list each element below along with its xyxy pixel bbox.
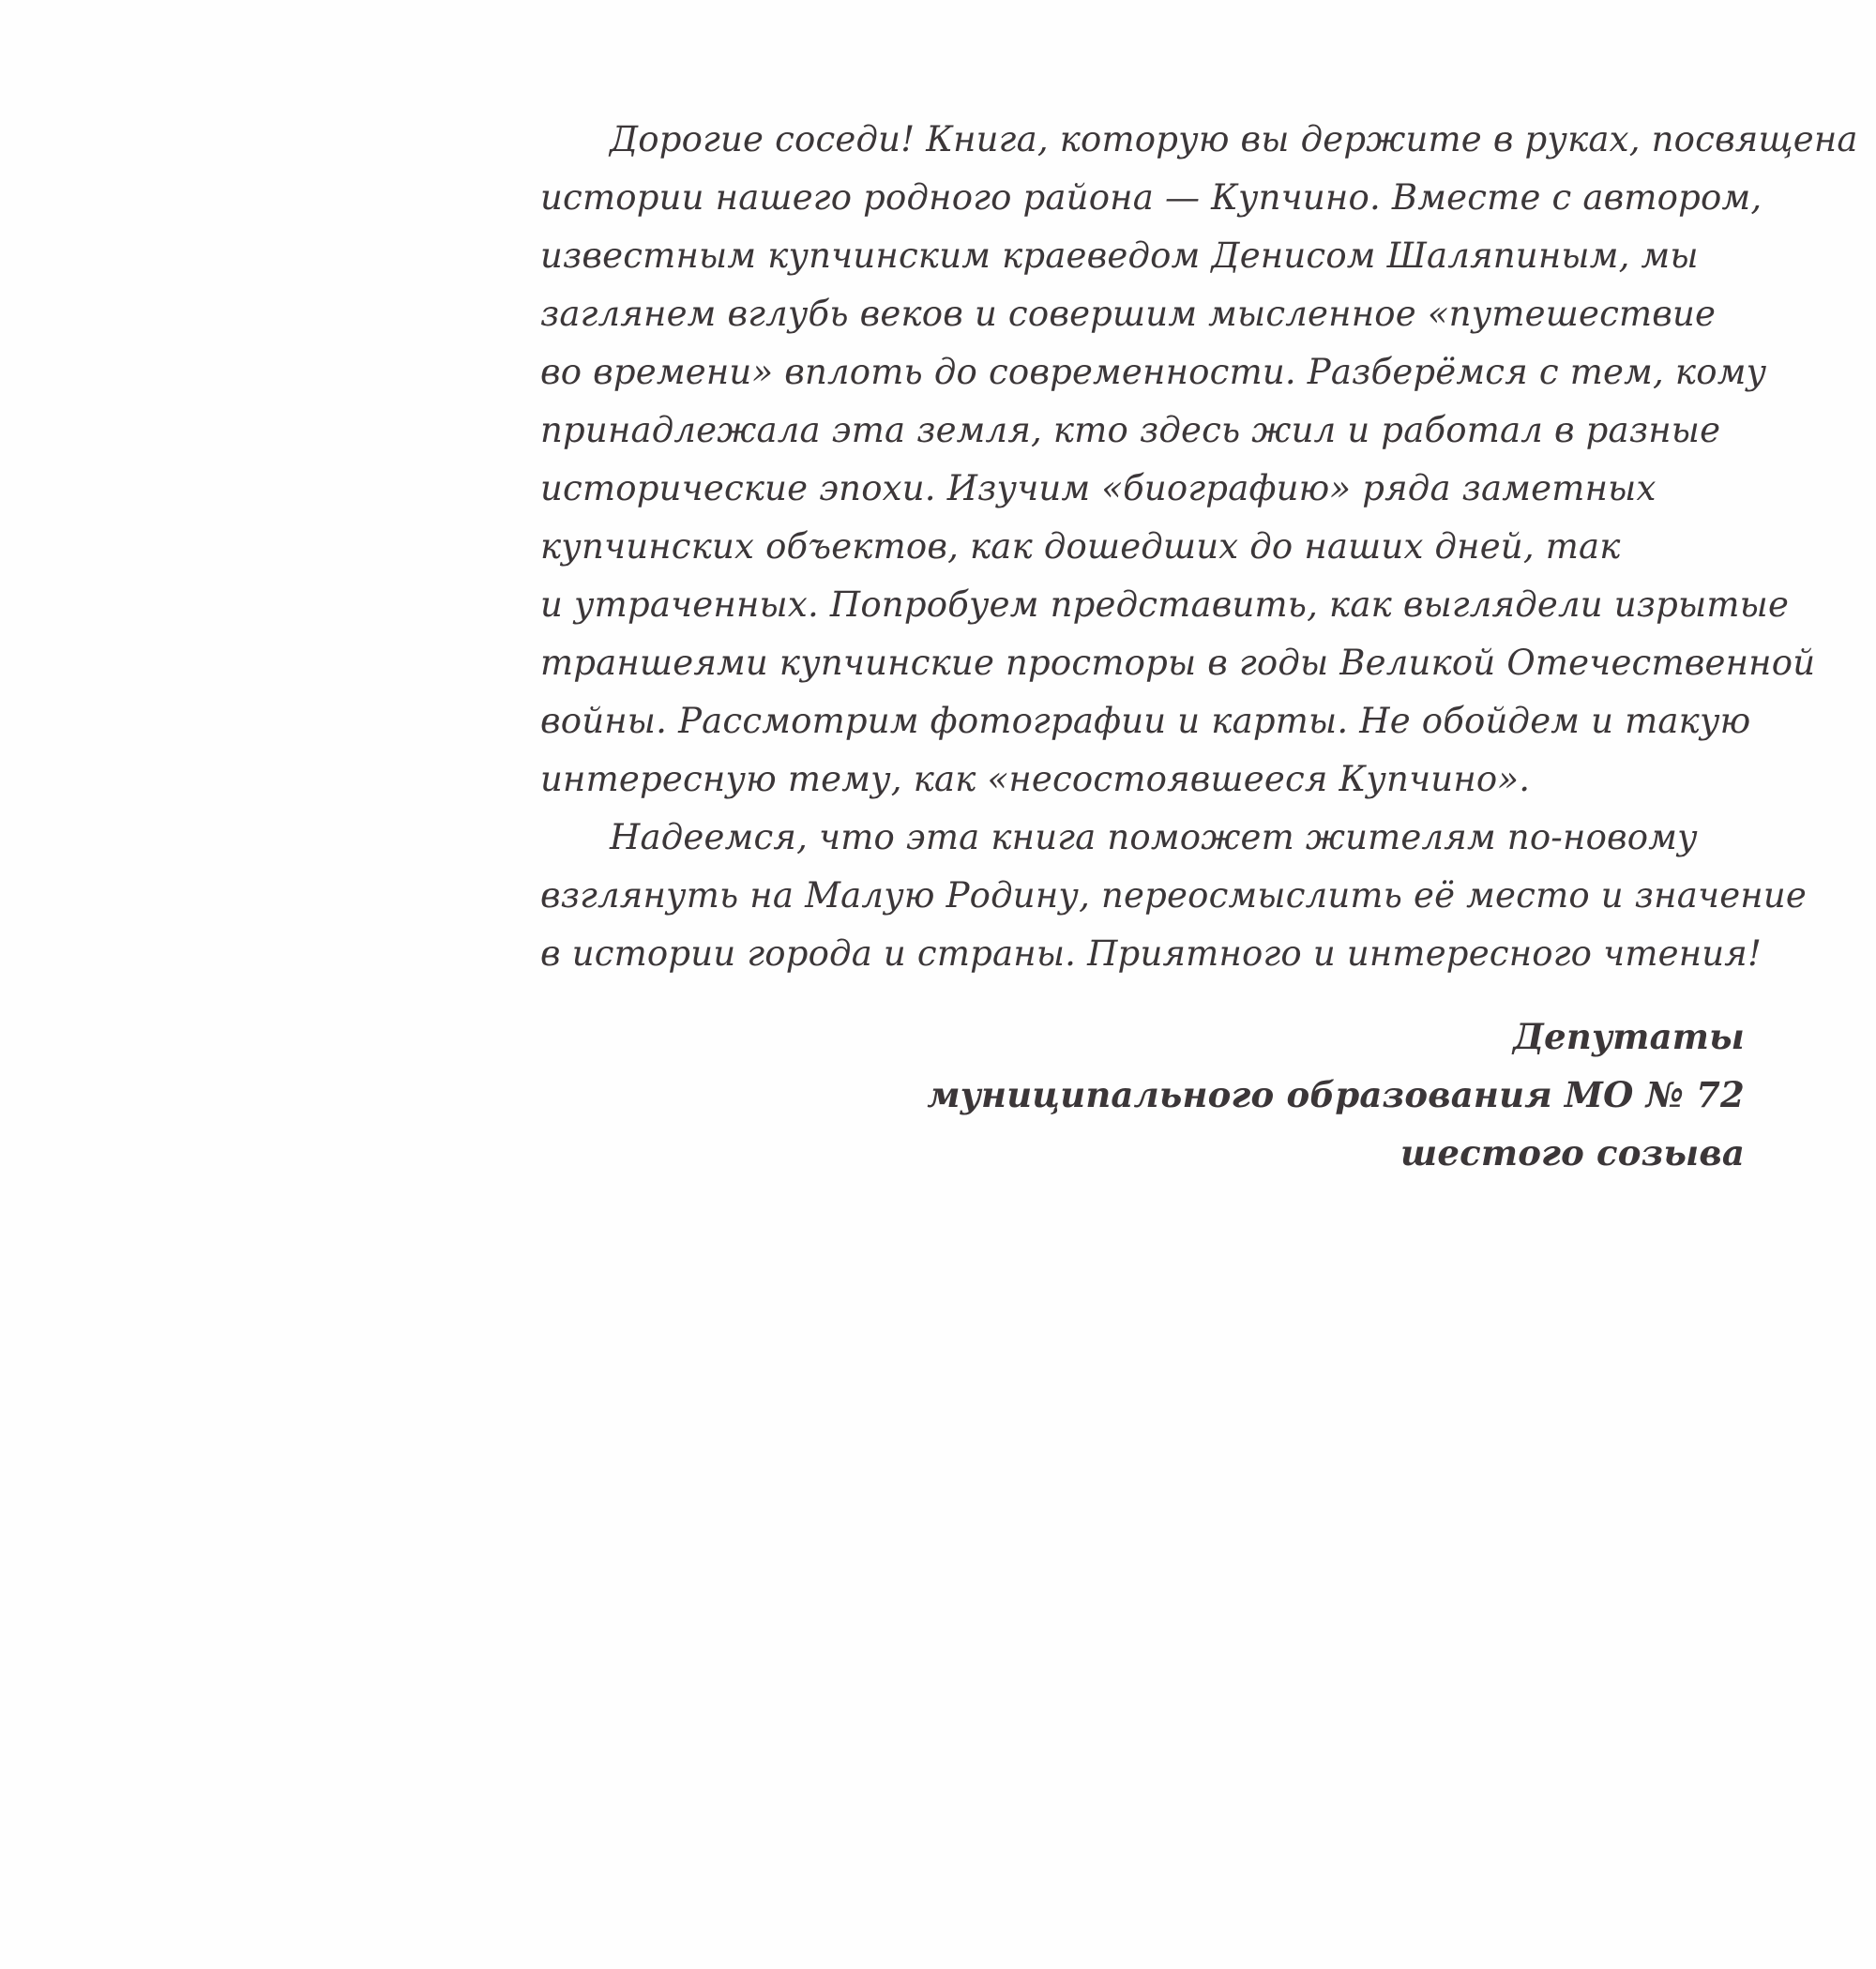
signature-line-3: шестого созыва — [1400, 1132, 1745, 1174]
text-line: принадлежала эта земля, кто здесь жил и работал в разные — [540, 410, 1721, 450]
text-line: купчинских объектов, как дошедших до наших дней, так — [540, 526, 1621, 567]
text-line: и утраченных. Попробуем представить, как выглядели изрытые — [540, 584, 1790, 625]
text-line: исторические эпохи. Изучим «биографию» ряда заметных — [540, 468, 1657, 508]
signature-line-2: муниципального образования МО № 72 — [927, 1074, 1745, 1115]
text-line: войны. Рассмотрим фотографии и карты. Не обойдем и такую — [540, 701, 1751, 741]
text-line: интересную тему, как «несостоявшееся Купчино». — [540, 759, 1531, 799]
text-line: Дорогие соседи! Книга, которую вы держите в руках, посвящена — [610, 119, 1858, 159]
text-line: истории нашего родного района — Купчино. Вместе с автором, — [540, 177, 1763, 218]
foreword-text — [540, 111, 1858, 983]
text-line: Надеемся, что эта книга поможет жителям по-новому — [610, 817, 1698, 857]
text-line: заглянем вглубь веков и совершим мысленное «путешествие — [540, 294, 1717, 334]
paragraph-2 — [540, 809, 1807, 983]
text-line: во времени» вплоть до современности. Разберёмся с тем, кому — [540, 352, 1767, 392]
text-line: траншеями купчинские просторы в годы Великой Отечественной — [540, 643, 1816, 683]
signature-line-1: Депутаты — [1513, 1016, 1745, 1057]
signature-block — [927, 1007, 1745, 1182]
text-line: известным купчинским краеведом Денисом Шаляпиным, мы — [540, 235, 1699, 276]
text-line: в истории города и страны. Приятного и интересного чтения! — [540, 933, 1763, 974]
paragraph-1 — [540, 111, 1858, 809]
text-line: взглянуть на Малую Родину, переосмыслить её место и значение — [540, 875, 1807, 916]
